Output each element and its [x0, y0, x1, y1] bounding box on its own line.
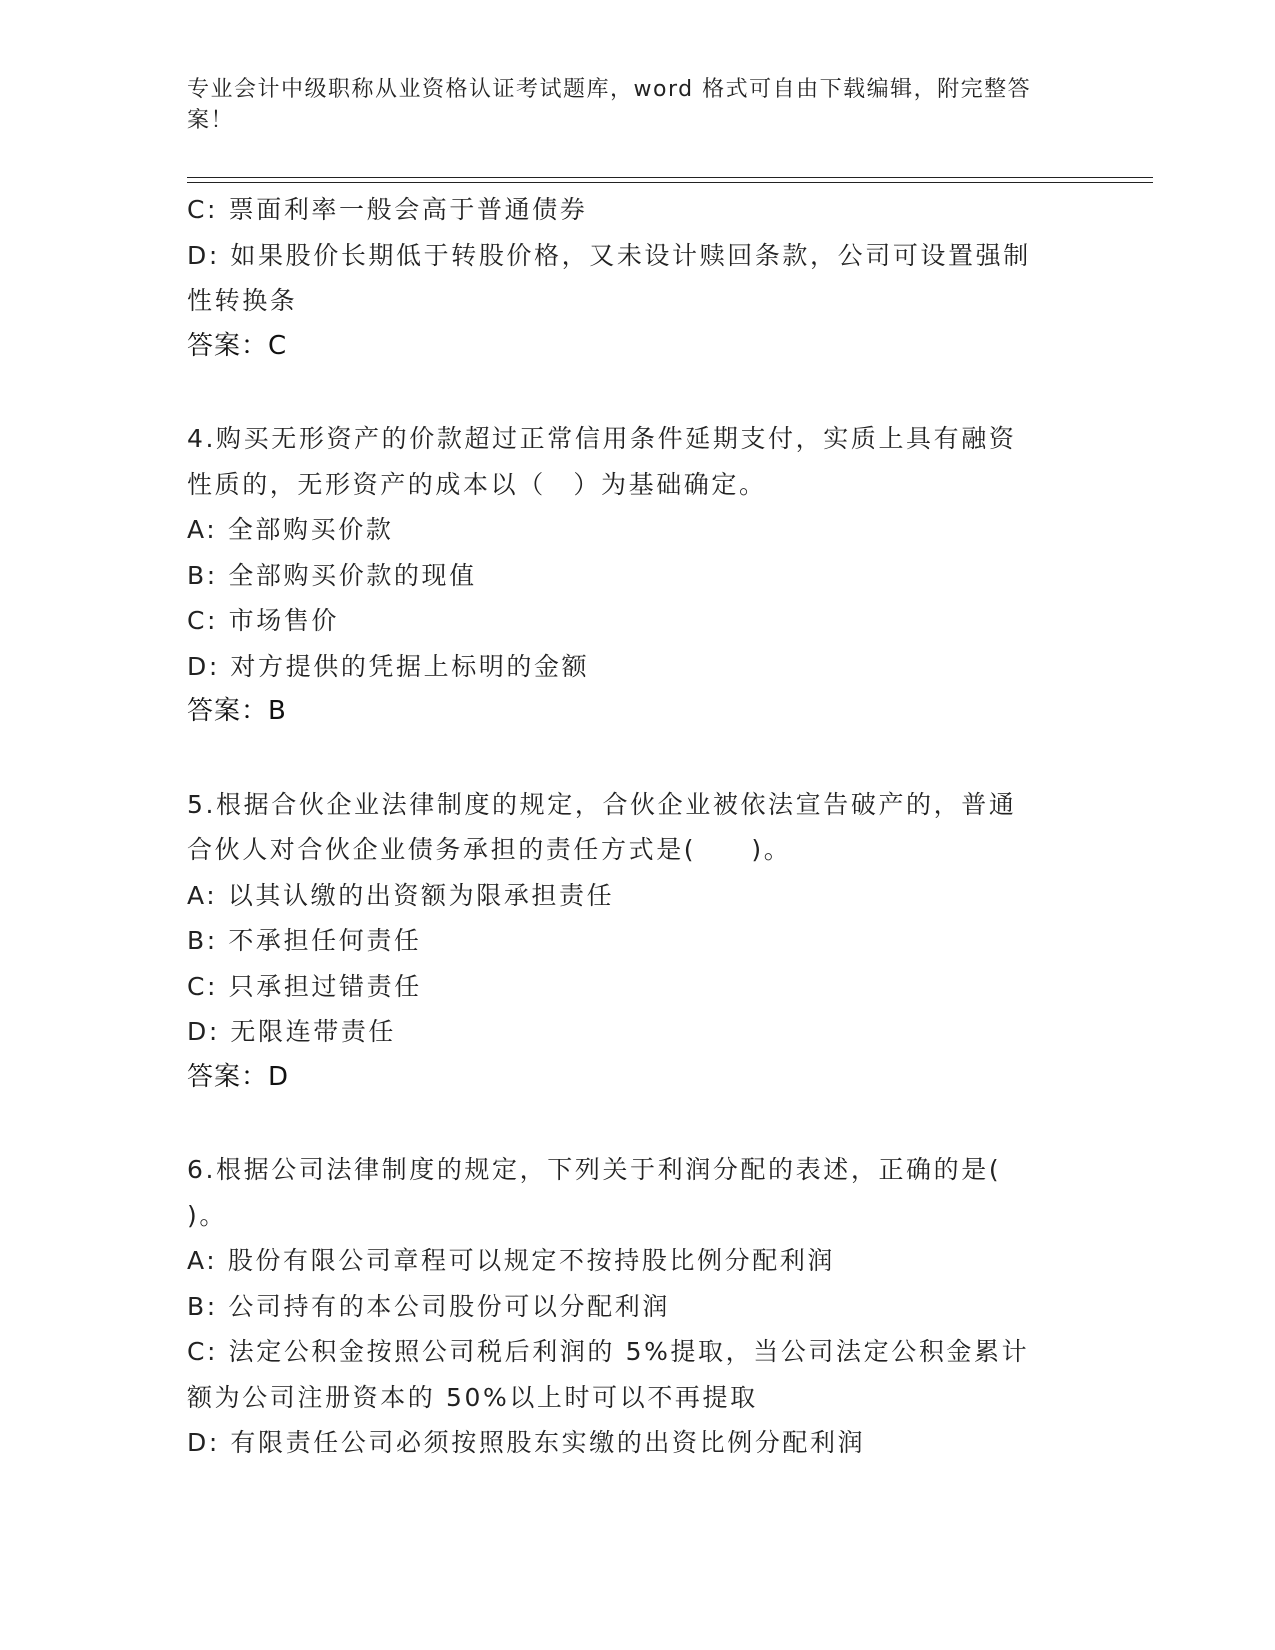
option-d: D: 对方提供的凭据上标明的金额: [187, 651, 590, 681]
spacer: [187, 735, 1067, 782]
question-6: [187, 1147, 1067, 1466]
answer: 答案：B: [187, 696, 287, 726]
option-c: C: 只承担过错责任: [187, 971, 422, 1001]
question-stem: 4.购买无形资产的价款超过正常信用条件延期支付，实质上具有融资: [187, 424, 1017, 453]
spacer: [187, 369, 1067, 416]
header-line-1: 专业会计中级职称从业资格认证考试题库，word 格式可自由下载编辑，附完整答: [187, 77, 1032, 102]
answer: 答案：C: [187, 330, 288, 361]
question-3-tail: [187, 187, 1067, 369]
option-c-continued: 额为公司注册资本的 50%以上时可以不再提取: [187, 1382, 758, 1412]
header-divider-bottom: [187, 182, 1153, 183]
header-line-2: 案！: [187, 108, 235, 133]
option-b: B: 公司持有的本公司股份可以分配利润: [187, 1291, 670, 1321]
question-content: [187, 187, 1067, 1466]
option-c: C: 市场售价: [187, 606, 340, 635]
option-b: B: 不承担任何责任: [187, 926, 422, 955]
option-b: B: 全部购买价款的现值: [187, 560, 477, 590]
option-c: C: 票面利率一般会高于普通债券: [187, 195, 588, 224]
option-d-continued: 性转换条: [187, 286, 298, 315]
option-c: C: 法定公积金按照公司税后利润的 5%提取，当公司法定公积金累计: [187, 1337, 1030, 1366]
question-stem-continued: 性质的，无形资产的成本以（ ）为基础确定。: [187, 469, 767, 499]
question-stem: 5.根据合伙企业法律制度的规定，合伙企业被依法宣告破产的，普通: [187, 789, 1017, 819]
question-stem-continued: )。: [187, 1200, 227, 1230]
option-d: D: 如果股价长期低于转股价格，又未设计赎回条款，公司可设置强制: [187, 240, 1031, 270]
question-stem: 6.根据公司法律制度的规定，下列关于利润分配的表述，正确的是(: [187, 1155, 1002, 1184]
page-header: [187, 74, 1067, 136]
option-a: A: 以其认缴的出资额为限承担责任: [187, 880, 615, 910]
spacer: [187, 1100, 1067, 1147]
option-d: D: 有限责任公司必须按照股东实缴的出资比例分配利润: [187, 1428, 866, 1457]
option-d: D: 无限连带责任: [187, 1017, 397, 1046]
option-a: A: 全部购买价款: [187, 515, 394, 544]
question-stem-continued: 合伙人对合伙企业债务承担的责任方式是( )。: [187, 835, 792, 864]
answer: 答案：D: [187, 1061, 290, 1092]
option-a: A: 股份有限公司章程可以规定不按持股比例分配利润: [187, 1246, 836, 1275]
header-divider-top: [187, 177, 1153, 178]
question-5: [187, 782, 1067, 1101]
question-4: [187, 416, 1067, 735]
